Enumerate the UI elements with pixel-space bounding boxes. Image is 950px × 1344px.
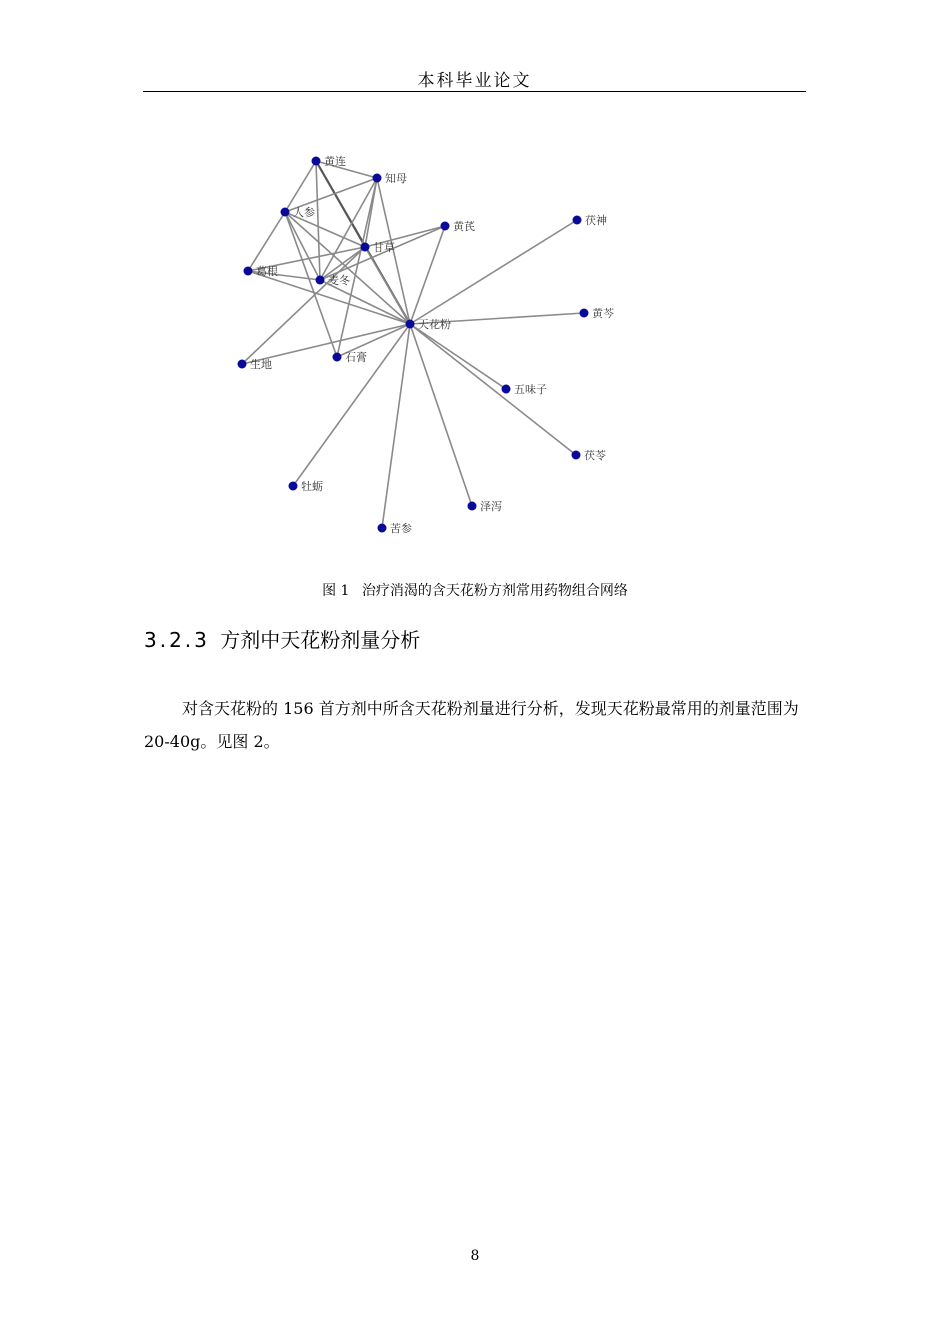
node-dot xyxy=(580,309,589,318)
node-label: 生地 xyxy=(250,358,272,371)
edge-huanglian-renshen xyxy=(285,161,316,212)
edge-tianhuafen-wuweizi xyxy=(410,324,506,389)
node-shengdi xyxy=(238,357,273,371)
figure-caption xyxy=(0,580,950,600)
node-muli xyxy=(289,479,324,493)
section-number: 3.2.3 xyxy=(144,628,210,652)
node-dot xyxy=(316,276,325,285)
node-label: 牡蛎 xyxy=(301,480,323,493)
node-wuweizi xyxy=(502,382,548,396)
node-label: 五味子 xyxy=(514,383,547,396)
node-dot xyxy=(312,157,321,166)
node-gegen xyxy=(244,264,279,278)
nodes-layer xyxy=(238,154,615,535)
node-label: 黄芪 xyxy=(453,220,475,233)
node-dot xyxy=(441,222,450,231)
section-title-text: 方剂中天花粉剂量分析 xyxy=(220,628,421,652)
edge-huanglian-maidong xyxy=(316,161,320,280)
node-label: 苦参 xyxy=(390,522,412,535)
page-header: 本科毕业论文 xyxy=(417,71,532,91)
herb-network-figure xyxy=(0,0,950,580)
edge-tianhuafen-kushen xyxy=(382,324,410,528)
edge-tianhuafen-fushen xyxy=(410,220,577,324)
node-dot xyxy=(281,208,290,217)
node-fuling xyxy=(572,448,607,462)
edge-renshen-gegen xyxy=(248,212,285,271)
node-label: 茯苓 xyxy=(584,449,606,462)
node-renshen xyxy=(281,205,316,219)
node-dot xyxy=(573,216,582,225)
node-zexie xyxy=(468,500,503,513)
node-dot xyxy=(468,502,477,511)
node-huangqi xyxy=(441,219,476,233)
node-label: 石膏 xyxy=(345,351,367,364)
node-label: 葛根 xyxy=(256,265,278,278)
node-label: 甘草 xyxy=(373,241,395,254)
node-dot xyxy=(244,267,253,276)
figure-number: 图 1 xyxy=(322,583,350,599)
edge-huangqi-tianhuafen xyxy=(410,226,445,324)
node-dot xyxy=(289,482,298,491)
node-dot xyxy=(373,174,382,183)
figure-caption-text: 治疗消渴的含天花粉方剂常用药物组合网络 xyxy=(361,583,628,599)
node-label: 黄芩 xyxy=(592,307,614,320)
edge-tianhuafen-fuling xyxy=(410,324,576,455)
node-dot xyxy=(333,353,342,362)
node-label: 天花粉 xyxy=(418,318,451,331)
node-shigao xyxy=(333,351,368,364)
node-label: 黄连 xyxy=(324,155,346,168)
edge-renshen-maidong xyxy=(285,212,320,280)
section-heading xyxy=(144,624,420,653)
node-label: 人参 xyxy=(293,206,315,219)
node-label: 泽泻 xyxy=(480,500,502,513)
node-label: 知母 xyxy=(385,172,407,185)
node-fushen xyxy=(573,213,608,227)
node-dot xyxy=(361,243,370,252)
node-dot xyxy=(406,320,415,329)
node-dot xyxy=(502,385,511,394)
node-dot xyxy=(572,451,581,460)
node-label: 茯神 xyxy=(585,214,607,227)
edge-tianhuafen-zexie xyxy=(410,324,472,506)
node-dot xyxy=(378,524,387,533)
node-huangqin xyxy=(580,306,615,320)
page-number: 8 xyxy=(470,1248,480,1264)
node-dot xyxy=(238,360,247,369)
node-label: 麦冬 xyxy=(328,274,350,287)
node-maidong xyxy=(316,273,351,287)
body-paragraph: 对含天花粉的 156 首方剂中所含天花粉剂量进行分析，发现天花粉最常用的剂量范围为 20-40g。见图 2。 xyxy=(144,699,799,751)
